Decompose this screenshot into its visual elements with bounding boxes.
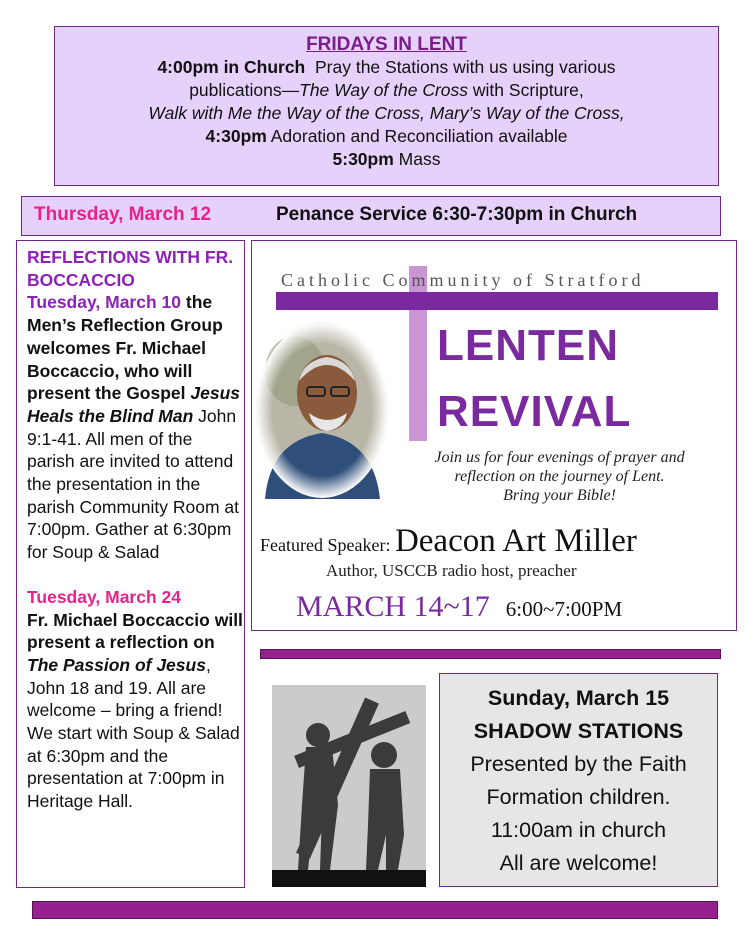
event-1-scripture-ref: John 9:1-41.	[27, 405, 237, 449]
community-name: Catholic Community of Stratford	[281, 270, 645, 290]
reflection-event-1	[27, 291, 244, 563]
adoration-text: Adoration and Reconciliation available	[266, 126, 568, 146]
event-2-date: Tuesday, March 24	[27, 586, 181, 607]
join-line-2: reflection on the journey of Lent.	[454, 468, 665, 485]
sunday-line-4: Formation children.	[486, 785, 671, 809]
event-2-title: The Passion of Jesus	[27, 654, 206, 675]
sunday-line-5: 11:00am in church	[490, 818, 667, 842]
join-us-text	[402, 448, 717, 505]
reflections-box	[16, 240, 245, 888]
cross-horizontal-beam	[276, 292, 718, 310]
lenten-revival-poster	[251, 240, 737, 631]
revival-dates	[296, 590, 622, 624]
fridays-line-4	[55, 125, 718, 148]
fridays-line-1	[55, 56, 718, 79]
sunday-line-3: Presented by the Faith	[470, 752, 687, 776]
reflection-event-2	[27, 609, 244, 813]
way-of-cross-title: The Way of the Cross	[299, 80, 469, 100]
shadow-stations-title	[440, 715, 717, 748]
fridays-line-2	[55, 79, 718, 102]
fridays-title: FRIDAYS IN LENT	[306, 34, 467, 55]
reflections-heading: REFLECTIONS WITH FR. BOCCACCIO	[27, 247, 234, 290]
speaker-portrait	[255, 321, 390, 499]
adoration-time: 4:30pm	[205, 126, 267, 146]
sunday-date-text: Sunday, March 15	[487, 686, 670, 710]
revival-date-range: MARCH 14~17	[296, 590, 490, 623]
event-2-body: , John 18 and 19. All are welcome – bring a friend! We start with Soup & Salad at 6:30pm and the presentation at 7:00pm in Heritage Hall.	[27, 654, 240, 812]
footer-bar	[32, 901, 718, 919]
shadow-stations-title-text: SHADOW STATIONS	[473, 719, 684, 743]
featured-label: Featured Speaker:	[260, 535, 395, 555]
publication-titles: Walk with Me the Way of the Cross, Mary’s Way of the Cross,	[148, 103, 625, 123]
event-1-body: All men of the parish are invited to attend the presentation in the parish Community Room at 7:00pm. Gather at 6:30pm for Soup & Salad	[27, 428, 240, 563]
featured-speaker	[260, 523, 637, 560]
join-line-1: Join us for four evenings of prayer and	[434, 449, 685, 466]
publications-text: publications—	[189, 80, 300, 100]
speaker-credentials: Author, USCCB radio host, preacher	[326, 561, 577, 580]
sunday-line-6: All are welcome!	[499, 851, 658, 875]
event-1-date: Tuesday, March 10	[27, 292, 181, 313]
scripture-text: with Scripture,	[468, 80, 584, 100]
event-2-intro: Fr. Michael Boccaccio will present a reflection on	[27, 609, 243, 653]
join-line-3: Bring your Bible!	[503, 487, 616, 504]
fridays-line-3	[55, 102, 718, 125]
penance-date: Thursday, March 12	[34, 204, 212, 225]
event-1-intro: the Men’s Reflection Group welcomes Fr. Michael Boccaccio, who will present the Gospel	[27, 292, 223, 404]
revival-word: REVIVAL	[437, 387, 632, 436]
shadow-stations-box	[439, 673, 718, 887]
speaker-name: Deacon Art Miller	[394, 523, 637, 559]
sunday-date	[440, 682, 717, 715]
event-1-gospel-title: Jesus Heals the Blind Man	[27, 383, 240, 426]
mass-time: 5:30pm	[332, 149, 394, 169]
stations-time: 4:00pm in Church	[157, 57, 306, 77]
mass-text: Mass	[393, 149, 441, 169]
shadow-stations-photo	[272, 685, 426, 887]
divider-bar	[260, 649, 721, 659]
fridays-line-5	[55, 148, 718, 171]
fridays-in-lent-box	[54, 26, 719, 186]
lenten-word: LENTEN	[437, 321, 619, 370]
penance-service: Penance Service 6:30-7:30pm in Church	[276, 204, 638, 225]
revival-time-range: 6:00~7:00PM	[505, 597, 623, 621]
penance-service-bar	[21, 196, 721, 236]
stations-text: Pray the Stations with us using various	[314, 57, 616, 77]
